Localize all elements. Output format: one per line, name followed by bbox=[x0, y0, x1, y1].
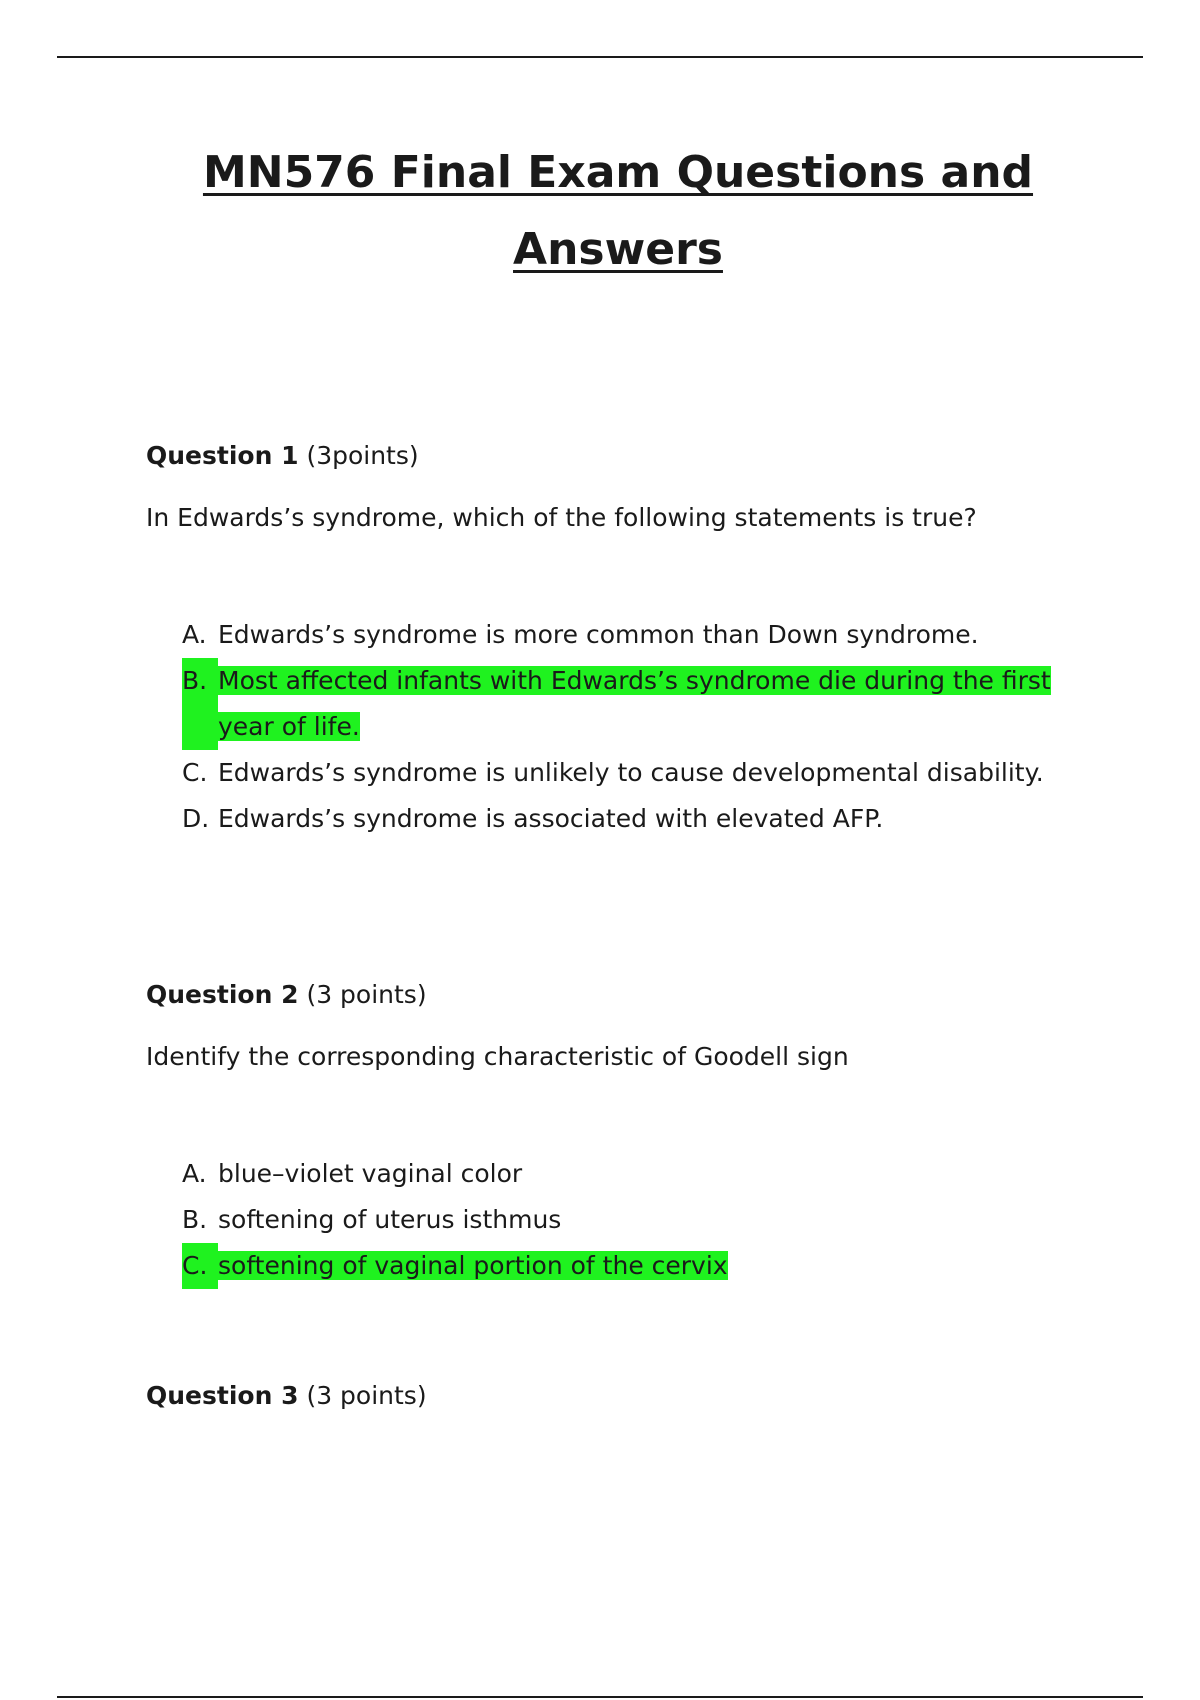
option-text: Edwards’s syndrome is unlikely to cause developmental disability. bbox=[218, 758, 1044, 787]
option-letter: A. bbox=[182, 1159, 207, 1188]
option-text: Edwards’s syndrome is associated with elevated AFP. bbox=[218, 804, 884, 833]
option-text: blue–violet vaginal color bbox=[218, 1159, 523, 1188]
question-heading bbox=[146, 440, 1066, 472]
question-label: Question 1 bbox=[146, 441, 299, 470]
option-d bbox=[182, 796, 1062, 842]
option-letter: B. bbox=[182, 658, 218, 750]
bottom-rule bbox=[57, 1696, 1143, 1698]
page-title: MN576 Final Exam Questions and Answers bbox=[202, 147, 1034, 275]
question-heading bbox=[146, 979, 1066, 1011]
option-c bbox=[182, 750, 1062, 796]
option-text: softening of uterus isthmus bbox=[218, 1205, 562, 1234]
option-letter: D. bbox=[182, 804, 210, 833]
option-text: Edwards’s syndrome is more common than Down syndrome. bbox=[218, 620, 979, 649]
question-1 bbox=[146, 440, 1066, 842]
option-text: Most affected infants with Edwards’s syndrome die during the first year of life. bbox=[218, 666, 1051, 741]
question-points: (3 points) bbox=[306, 980, 427, 1009]
question-points: (3points) bbox=[306, 441, 419, 470]
option-a bbox=[182, 1151, 1062, 1197]
option-letter: C. bbox=[182, 758, 208, 787]
question-label: Question 2 bbox=[146, 980, 299, 1009]
answer-options bbox=[182, 612, 1062, 842]
question-heading bbox=[146, 1380, 1066, 1412]
question-3 bbox=[146, 1380, 1066, 1412]
option-letter: C. bbox=[182, 1243, 218, 1289]
option-a bbox=[182, 612, 1062, 658]
question-label: Question 3 bbox=[146, 1381, 299, 1410]
option-text: softening of vaginal portion of the cervix bbox=[218, 1251, 728, 1280]
question-2 bbox=[146, 979, 1066, 1289]
answer-options bbox=[182, 1151, 1062, 1289]
question-points: (3 points) bbox=[306, 1381, 427, 1410]
option-b-correct bbox=[182, 658, 1062, 750]
option-b bbox=[182, 1197, 1062, 1243]
question-prompt: In Edwards’s syndrome, which of the following statements is true? bbox=[146, 503, 977, 532]
option-text-wrap bbox=[218, 658, 1062, 750]
option-letter: A. bbox=[182, 620, 207, 649]
top-rule bbox=[57, 56, 1143, 58]
option-letter: B. bbox=[182, 1205, 208, 1234]
option-text-wrap bbox=[218, 1243, 1062, 1289]
option-c-correct bbox=[182, 1243, 1062, 1289]
question-prompt: Identify the corresponding characteristic of Goodell sign bbox=[146, 1042, 849, 1071]
